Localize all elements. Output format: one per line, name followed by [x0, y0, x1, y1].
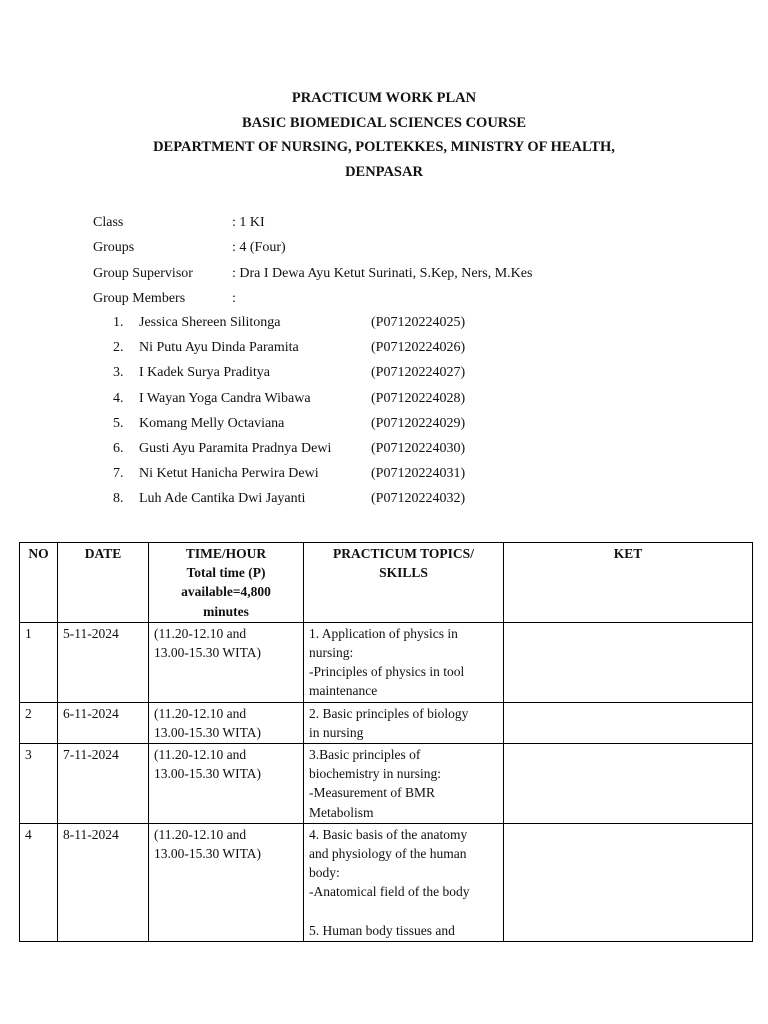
member-number: 3. [113, 365, 124, 381]
info-label: Class [93, 215, 124, 230]
info-value: : [232, 290, 236, 306]
topic-line: 2. Basic principles of biology [309, 705, 469, 721]
cell-ket [504, 702, 753, 743]
list-item [113, 360, 465, 385]
title-line-2: BASIC BIOMEDICAL SCIENCES COURSE [241, 114, 527, 131]
member-number: 6. [113, 440, 124, 456]
time-line: (11.20-12.10 and [154, 625, 247, 641]
topic-line: Metabolism [309, 804, 374, 820]
member-id: (P07120224025) [371, 315, 466, 330]
cell-topic [304, 622, 504, 702]
cell-date: 6-11-2024 [58, 702, 149, 743]
time-line: 13.00-15.30 WITA) [154, 645, 262, 661]
member-number: 4. [113, 390, 124, 406]
time-line: (11.20-12.10 and [154, 747, 247, 763]
header-time-line: Total time (P) [186, 565, 266, 581]
header-time-line: TIME/HOUR [185, 546, 267, 561]
title-line-3: DEPARTMENT OF NURSING, POLTEKKES, MINISTRY OF HEALTH, [153, 139, 615, 155]
header-time-line: minutes [203, 603, 249, 619]
member-name: I Wayan Yoga Candra Wibawa [139, 390, 311, 406]
info-value: : 4 (Four) [232, 240, 286, 256]
table-row [20, 702, 753, 743]
topic-line: -Anatomical field of the body [309, 884, 470, 900]
cell-topic [304, 702, 504, 743]
header-ket: KET [504, 543, 753, 623]
member-name: I Kadek Surya Praditya [139, 365, 271, 381]
info-row-groups [93, 235, 532, 260]
member-number: 1. [113, 315, 124, 330]
member-name: Ni Ketut Hanicha Perwira Dewi [139, 466, 319, 482]
time-line: 13.00-15.30 WITA) [154, 766, 262, 782]
title-line-1: PRACTICUM WORK PLAN [291, 90, 477, 106]
cell-topic [304, 823, 504, 941]
cell-time [149, 702, 304, 743]
header-topic-line: SKILLS [379, 565, 428, 581]
member-name: Luh Ade Cantika Dwi Jayanti [139, 491, 306, 507]
topic-line: 3.Basic principles of [309, 747, 421, 763]
topic-line: 4. Basic basis of the anatomy [309, 826, 468, 842]
topic-line: 1. Application of physics in [309, 625, 458, 641]
list-item [113, 461, 465, 486]
member-id: (P07120224032) [371, 491, 466, 507]
member-name: Jessica Shereen Silitonga [139, 315, 281, 330]
topic-line: nursing: [309, 645, 354, 661]
header-no: NO [20, 543, 58, 623]
cell-time [149, 823, 304, 941]
title-line-4: DENPASAR [345, 163, 423, 180]
info-label: Groups [93, 240, 135, 256]
cell-date: 8-11-2024 [58, 823, 149, 941]
info-label: Group Supervisor [93, 265, 193, 281]
table-row [20, 823, 753, 941]
info-value: : 1 KI [232, 215, 265, 230]
header-time [149, 543, 304, 623]
topic-line: -Measurement of BMR [309, 785, 435, 801]
list-item [113, 436, 465, 461]
member-id: (P07120224027) [371, 365, 466, 381]
cell-no: 4 [20, 823, 58, 941]
list-item [113, 486, 465, 511]
document-title-block [0, 86, 768, 184]
member-number: 8. [113, 491, 124, 507]
member-number: 7. [113, 466, 124, 482]
list-item [113, 411, 465, 436]
time-line: 13.00-15.30 WITA) [154, 724, 262, 740]
header-topic [304, 543, 504, 623]
topic-line: 5. Human body tissues and [309, 922, 455, 938]
info-row-class [93, 210, 532, 235]
cell-no: 2 [20, 702, 58, 743]
table-row [20, 744, 753, 824]
table-header-row [20, 543, 753, 623]
member-name: Gusti Ayu Paramita Pradnya Dewi [139, 440, 332, 456]
list-item [113, 335, 465, 360]
time-line: 13.00-15.30 WITA) [154, 846, 262, 862]
info-row-members [93, 286, 532, 311]
cell-date: 5-11-2024 [58, 622, 149, 702]
member-id: (P07120224031) [371, 466, 466, 482]
topic-line: and physiology of the human [309, 846, 467, 862]
member-id: (P07120224029) [371, 415, 466, 431]
info-row-supervisor [93, 261, 532, 286]
header-topic-line: PRACTICUM TOPICS/ [333, 546, 474, 561]
cell-no: 3 [20, 744, 58, 824]
cell-date: 7-11-2024 [58, 744, 149, 824]
cell-time [149, 744, 304, 824]
cell-ket [504, 622, 753, 702]
header-time-line: available=4,800 [181, 584, 271, 600]
topic-line: in nursing [309, 724, 364, 740]
cell-ket [504, 823, 753, 941]
group-info [93, 210, 532, 311]
topic-line [309, 902, 498, 921]
topic-line: biochemistry in nursing: [309, 766, 441, 782]
cell-topic [304, 744, 504, 824]
list-item [113, 386, 465, 411]
info-label: Group Members [93, 290, 186, 306]
header-date: DATE [58, 543, 149, 623]
member-list [113, 310, 465, 512]
cell-time [149, 622, 304, 702]
member-id: (P07120224026) [371, 340, 466, 356]
topic-line: maintenance [309, 683, 378, 699]
info-value: : Dra I Dewa Ayu Ketut Surinati, S.Kep, Ners, M.Kes [232, 265, 533, 281]
table-row [20, 622, 753, 702]
time-line: (11.20-12.10 and [154, 826, 247, 842]
list-item [113, 310, 465, 335]
member-id: (P07120224028) [371, 390, 466, 406]
cell-no: 1 [20, 622, 58, 702]
topic-line: -Principles of physics in tool [309, 664, 465, 680]
cell-ket [504, 744, 753, 824]
time-line: (11.20-12.10 and [154, 705, 247, 721]
member-id: (P07120224030) [371, 440, 466, 456]
member-number: 2. [113, 340, 124, 356]
member-name: Ni Putu Ayu Dinda Paramita [139, 340, 299, 356]
member-name: Komang Melly Octaviana [139, 415, 285, 431]
topic-line: body: [309, 865, 340, 881]
member-number: 5. [113, 415, 124, 431]
work-plan-table [19, 542, 753, 942]
